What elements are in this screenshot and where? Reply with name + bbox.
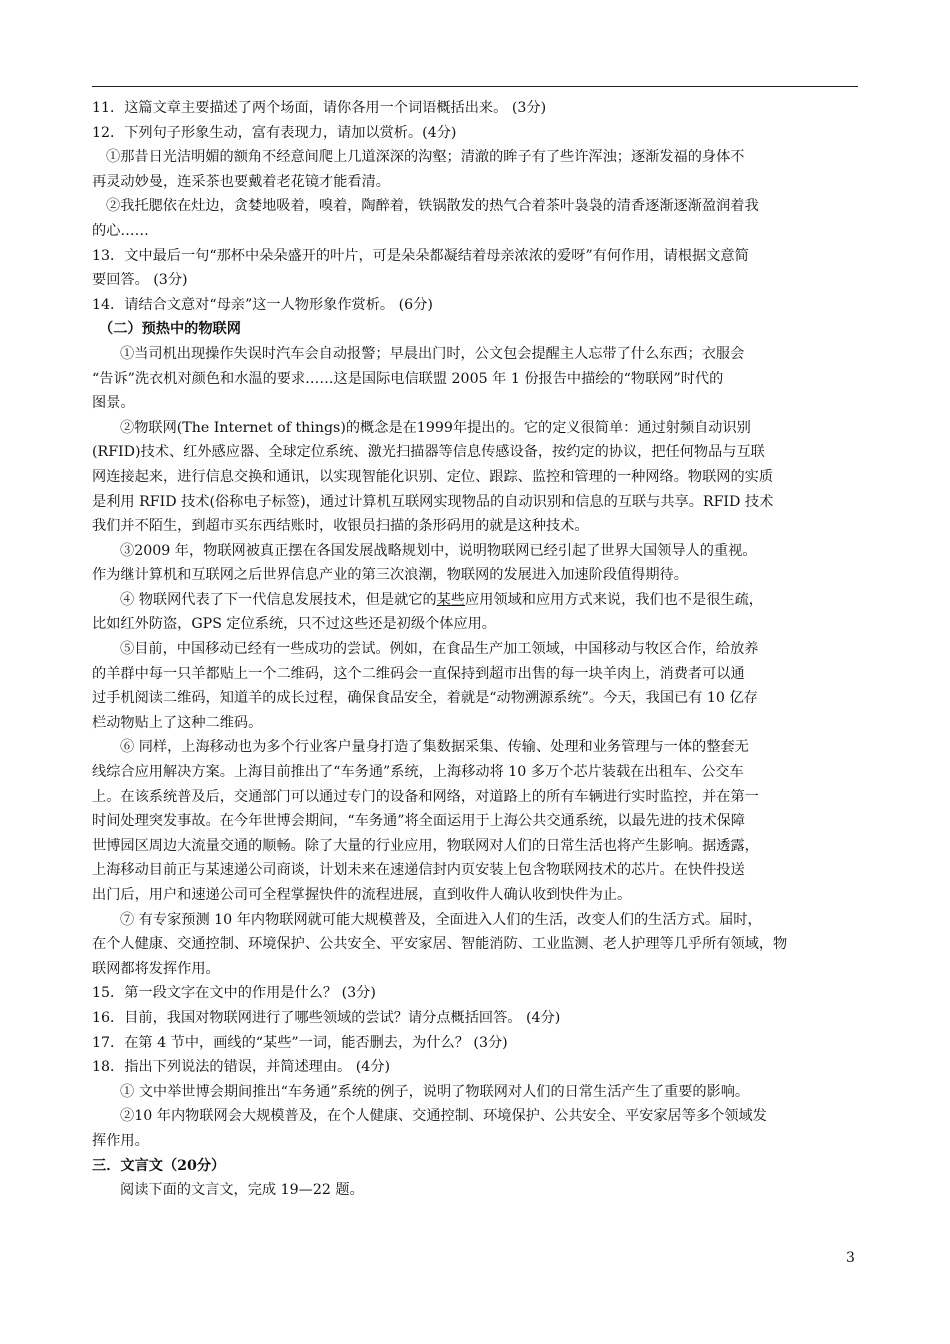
question-13: 13．文中最后一句“那杯中朵朵盛开的叶片，可是朵朵都凝结着母亲浓浓的爱呀”有何作用，请根据文意简 — [92, 247, 749, 264]
question-13-cont: 要回答。 (3分) — [92, 272, 188, 289]
section-3-intro: 阅读下面的文言文，完成 19—22 题。 — [120, 1182, 364, 1199]
page-number: 3 — [846, 1250, 855, 1266]
paragraph-5: ⑤目前，中国移动已经有一些成功的尝试。例如，在食品生产加工领域，中国移动与牧区合作，给放养 — [120, 641, 759, 658]
header-rule — [92, 86, 858, 87]
question-18-item-2: ②10 年内物联网会大规模普及，在个人健康、交通控制、环境保护、公共安全、平安家居等多个领域发 — [120, 1108, 767, 1125]
paragraph-6: ⑥ 同样，上海移动也为多个行业客户量身打造了集数据采集、传输、处理和业务管理与一体的整套无 — [120, 739, 749, 756]
paragraph-2-line-5: 我们并不陌生，到超市买东西结账时，收银员扫描的条形码用的就是这种技术。 — [92, 518, 589, 535]
paragraph-3-line-2: 作为继计算机和互联网之后世界信息产业的第三次浪潮，物联网的发展进入加速阶段值得期待。 — [92, 567, 688, 584]
paragraph-6-line-4: 时间处理突发事故。在今年世博会期间，“车务通”将全面运用于上海公共交通系统，以最先进的技术保障 — [92, 813, 745, 830]
page-body — [92, 96, 860, 1203]
paragraph-6-line-3: 上。在该系统普及后，交通部门可以通过专门的设备和网络，对道路上的所有车辆进行实时监控，并在第一 — [92, 788, 759, 805]
paragraph-2: ②物联网(The Internet of things)的概念是在1999年提出的。它的定义很简单：通过射频自动识别 — [120, 419, 751, 436]
paragraph-6-line-7: 出门后，用户和速递公司可全程掌握快件的流程进展，直到收件人确认收到快件为止。 — [92, 887, 632, 903]
paragraph-7-line-2: 在个人健康、交通控制、环境保护、公共安全、平安家居、智能消防、工业监测、老人护理等几乎所有领域，物 — [92, 936, 788, 953]
paragraph-6-line-6: 上海移动目前正与某速递公司商谈，计划未来在速递信封内页安装上包含物联网技术的芯片。在快件投送 — [92, 862, 745, 879]
question-12-item-1: ①那昔日光洁明媚的额角不经意间爬上几道深深的沟壑；清澈的眸子有了些许浑浊；逐渐发福的身体不 — [106, 149, 745, 166]
paragraph-1-line-3: 图景。 — [92, 395, 135, 412]
question-18: 18．指出下列说法的错误，并简述理由。 (4分) — [92, 1059, 391, 1076]
question-12: 12．下列句子形象生动，富有表现力，请加以赏析。(4分) — [92, 124, 457, 141]
question-12-item-2-cont: 的心…… — [92, 222, 149, 239]
paragraph-4-pre: ④ 物联网代表了下一代信息发展技术，但是就它的 — [120, 591, 437, 608]
paragraph-6-line-2: 线综合应用解决方案。上海目前推出了“车务通”系统，上海移动将 10 多万个芯片装载在出租车、公交车 — [92, 764, 744, 781]
question-17: 17．在第 4 节中，画线的“某些”一词，能否删去，为什么？ (3分) — [92, 1034, 508, 1051]
paragraph-3: ③2009 年，物联网被真正摆在各国发展战略规划中，说明物联网已经引起了世界大国领导人的重视。 — [120, 542, 757, 559]
question-18-item-1: ① 文中举世博会期间推出“车务通”系统的例子，说明了物联网对人们的日常生活产生了重要的影响。 — [120, 1083, 750, 1100]
paragraph-7-line-3: 联网都将发挥作用。 — [92, 960, 220, 977]
paragraph-5-line-2: 的羊群中每一只羊都贴上一个二维码，这个二维码会一直保持到超市出售的每一块羊肉上，消费者可以通 — [92, 665, 745, 682]
question-14: 14．请结合文意对“母亲”这一人物形象作赏析。 (6分) — [92, 296, 433, 313]
paragraph-2-line-4: 是利用 RFID 技术(俗称电子标签)，通过计算机互联网实现物品的自动识别和信息的互联与共享。RFID 技术 — [92, 493, 774, 510]
question-12-item-1-cont: 再灵动妙曼，连采茶也要戴着老花镜才能看清。 — [92, 173, 390, 190]
paragraph-1-line-2: “告诉”洗衣机对颜色和水温的要求……这是国际电信联盟 2005 年 1 份报告中描绘的“物联网”时代的 — [92, 370, 724, 387]
paragraph-4-line-2: 比如红外防盗，GPS 定位系统，只不过这些还是初级个体应用。 — [92, 616, 496, 633]
paragraph-4 — [92, 588, 860, 613]
paragraph-2-line-2: (RFID)技术、红外感应器、全球定位系统、激光扫描器等信息传感设备，按约定的协议，把任何物品与互联 — [92, 444, 765, 461]
paragraph-6-line-5: 世博园区周边大流量交通的顺畅。除了大量的行业应用，物联网对人们的日常生活也将产生影响。据透露， — [92, 837, 759, 854]
paragraph-5-line-3: 过手机阅读二维码，知道羊的成长过程，确保食品安全，着就是“动物溯源系统”。今天，我国已有 10 亿存 — [92, 690, 758, 707]
paragraph-1: ①当司机出现操作失误时汽车会自动报警；早晨出门时，公文包会提醒主人忘带了什么东西；衣服会 — [120, 345, 745, 362]
paragraph-7: ⑦ 有专家预测 10 年内物联网就可能大规模普及，全面进入人们的生活，改变人们的生活方式。届时， — [120, 911, 762, 928]
underlined-word: 某些 — [436, 591, 466, 608]
question-15: 15．第一段文字在文中的作用是什么？ (3分) — [92, 985, 376, 1002]
question-18-item-2-cont: 挥作用。 — [92, 1132, 149, 1149]
section-2-title: （二）预热中的物联网 — [99, 321, 241, 338]
question-12-item-2: ②我托腮依在灶边，贪婪地吸着，嗅着，陶醉着，铁锅散发的热气合着茶叶袅袅的清香逐渐逐渐盈润着我 — [106, 198, 759, 215]
paragraph-5-line-4: 栏动物贴上了这种二维码。 — [92, 714, 263, 731]
question-16: 16．目前，我国对物联网进行了哪些领域的尝试？请分点概括回答。 (4分) — [92, 1009, 561, 1026]
section-3-title: 三．文言文（20分） — [92, 1157, 226, 1174]
question-11: 11．这篇文章主要描述了两个场面，请你各用一个词语概括出来。 (3分) — [92, 100, 547, 116]
paragraph-4-post: 应用领域和应用方式来说，我们也不是很生疏， — [465, 591, 763, 608]
paragraph-2-line-3: 网连接起来，进行信息交换和通讯，以实现智能化识别、定位、跟踪、监控和管理的一种网络。物联网的实质 — [92, 468, 774, 485]
